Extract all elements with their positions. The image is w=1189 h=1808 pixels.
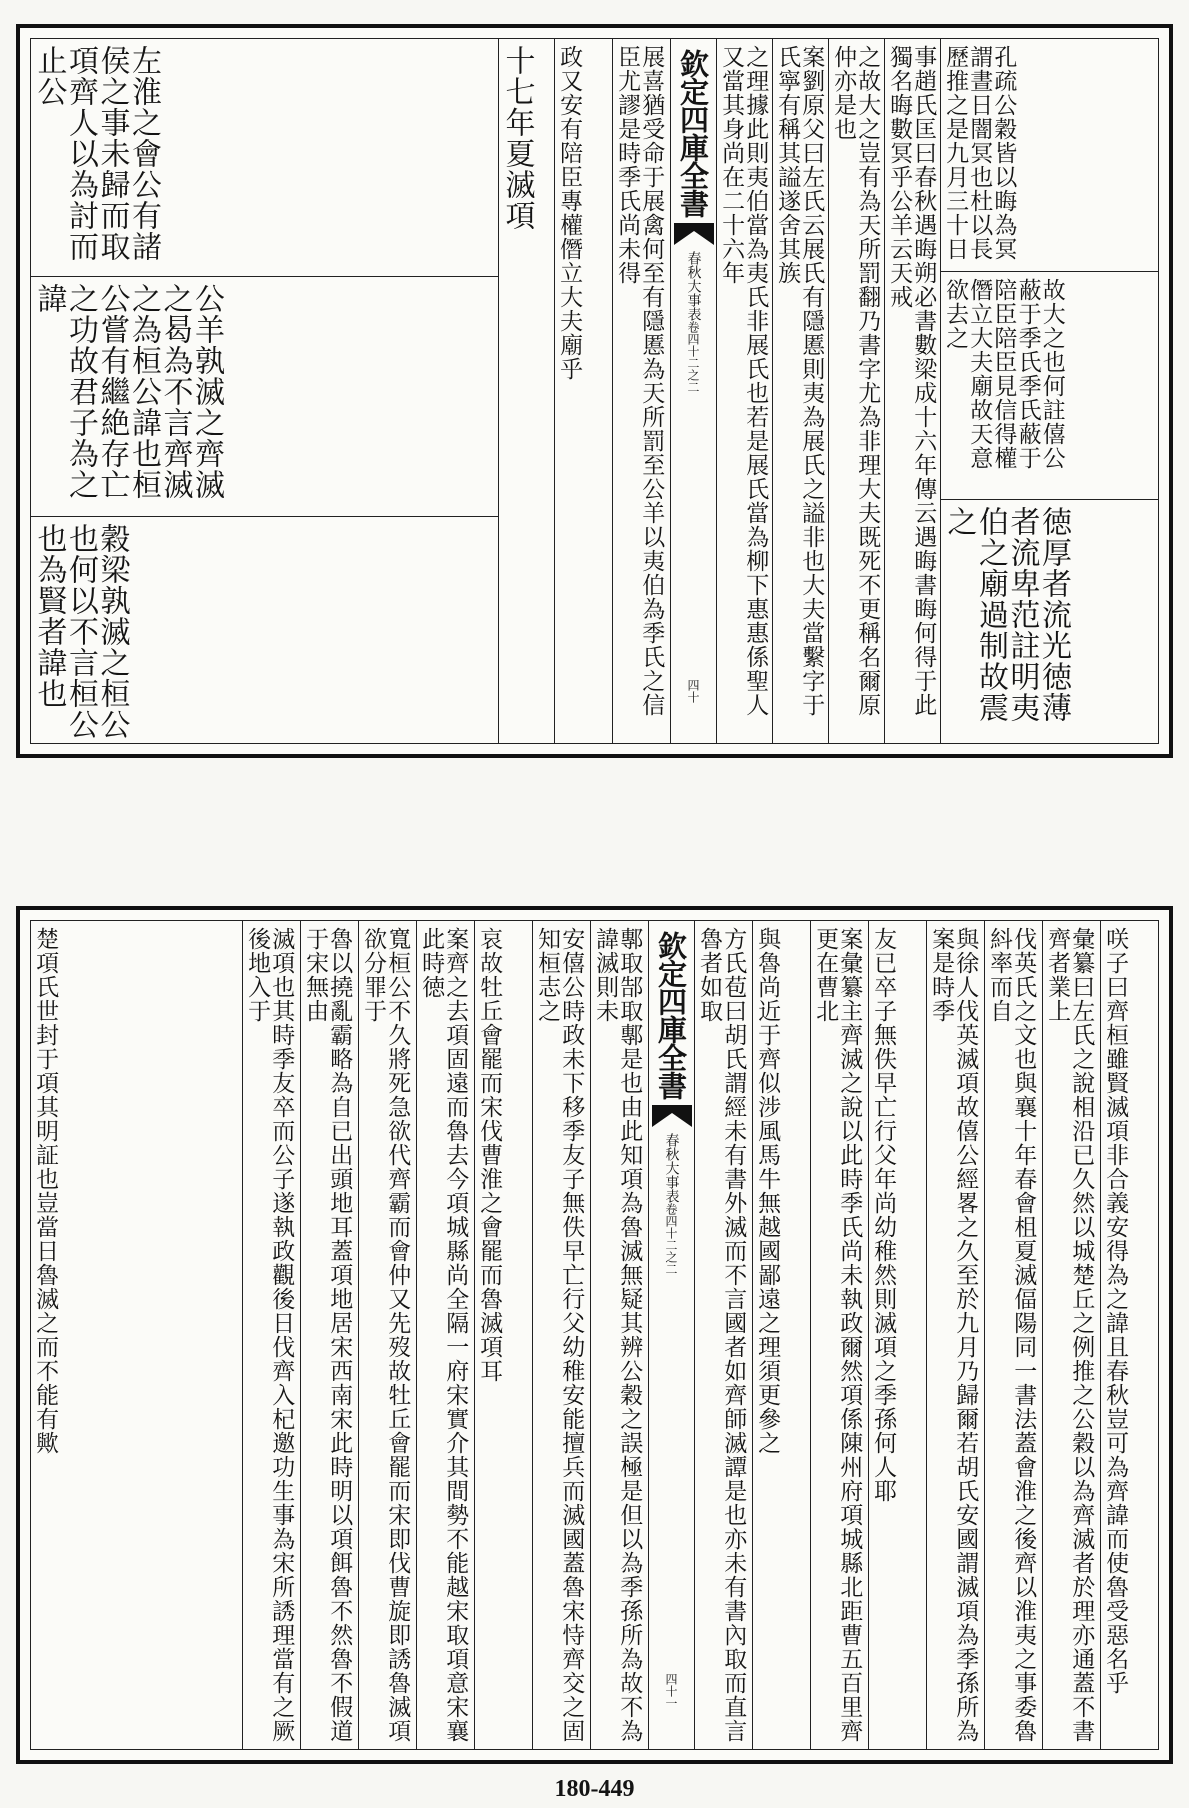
body-text: 寬桓公不久將死急欲代齊霸而會仲又先歿故牡丘會罷而宋即伐曹旋即誘魯滅項欲分罪于 — [360, 927, 411, 1743]
note-box — [941, 499, 1158, 744]
top-col-heading — [498, 39, 554, 743]
bottom-col — [358, 921, 416, 1749]
top-col-5 — [716, 39, 772, 743]
body-text: 友已卒子無佚早亡行父年尚幼稚然則滅項之季孫何人耶 — [870, 927, 897, 1503]
body-text: 之故大之豈有為天所罰翻乃書字尤為非理大夫既死不更稱名爾原仲亦是也 — [830, 45, 881, 717]
body-text: 事趙氏匡曰春秋遇晦朔必書數梁成十六年傳云遇晦書晦何得于此獨名晦數冥乎公羊云天戒 — [886, 45, 937, 717]
bottom-center-column — [648, 921, 694, 1749]
bottom-col — [474, 921, 532, 1749]
body-text: 案齊之去項固遠而魯去今項城縣尚全隔一府宋實介其間勢不能越宋取項意宋襄此時徳 — [418, 927, 469, 1743]
top-page-panel — [16, 24, 1173, 758]
body-text: 楚項氏世封于項其明証也豈當日魯滅之而不能有歟 — [32, 927, 59, 1455]
book-title: 欽定四庫全書 — [676, 49, 710, 217]
page-number: 四十 — [686, 679, 700, 703]
bottom-col — [984, 921, 1042, 1749]
page-footer-number: 180-449 — [554, 1776, 635, 1802]
bottom-col — [694, 921, 752, 1749]
top-col-1 — [940, 39, 1158, 743]
note-text: 孔疏公穀皆以晦為冥謂晝日闇冥也杜以長歷推之是九月三十日 — [942, 45, 1017, 261]
top-center-column — [670, 39, 716, 743]
body-text: 之理據此則夷伯當為夷氏非展氏也若是展氏當為柳下惠惠係聖人又當其身尚在二十六年 — [718, 45, 769, 717]
body-text: 與魯尚近于齊似涉風馬牛無越國鄙遠之理須更參之 — [754, 927, 781, 1455]
bottom-col — [242, 921, 300, 1749]
juan-number: 卷四十二之二 — [686, 321, 700, 393]
fish-tail-mark-icon — [652, 1105, 692, 1127]
body-text: 彙纂曰左氏之說相沿已久然以城楚丘之例推之公穀以為齊滅者於理亦通蓋不書齊者業上 — [1044, 927, 1095, 1743]
book-title: 欽定四庫全書 — [654, 931, 688, 1099]
note-box — [31, 516, 498, 744]
note-text: 左淮之會公有諸侯之事未歸而取項齊人以為討而止公 — [31, 45, 161, 262]
body-text: 安僖公時政未下移季友子無佚早亡行父幼稚安能擅兵而滅國蓋魯宋恃齊交之固知桓志之 — [534, 927, 585, 1743]
bottom-page-frame — [30, 920, 1159, 1750]
note-box — [31, 276, 498, 516]
body-text: 咲子曰齊桓雖賢滅項非合義安得為之諱且春秋豈可為齊諱而使魯受惡名乎 — [1102, 927, 1129, 1695]
bottom-col — [752, 921, 810, 1749]
body-text: 案劉原父曰左氏云展氏有隱慝則夷為展氏之謚非也大夫當繫字于氏寧有稱其謚遂舍其族 — [774, 45, 825, 717]
note-box — [941, 39, 1158, 271]
body-text: 鄟取郜取鄟是也由此知項為魯滅無疑其辨公穀之誤極是但以為季孫所為故不為諱滅則未 — [592, 927, 643, 1743]
body-text: 方氏苞曰胡氏謂經未有書外滅而不言國者如齊師滅譚是也亦未有書內取而直言魯者如取 — [696, 927, 747, 1743]
body-text: 政又安有陪臣專權僭立大夫廟乎 — [556, 45, 583, 381]
body-text: 展喜猶受命于展禽何至有隱慝為天所罰至公羊以夷伯為季氏之信臣尤謬是時季氏尚未得 — [614, 45, 665, 717]
body-text: 哀故牡丘會罷而宋伐曹淮之會罷而魯滅項耳 — [476, 927, 503, 1383]
bottom-col — [300, 921, 358, 1749]
note-text: 公羊孰滅之齊滅之曷為不言齊滅之為桓公諱也桓公嘗有繼絶存亡之功故君子為之諱 — [31, 283, 224, 500]
note-text: 徳厚者流光徳薄者流卑范註明夷伯之廟過制故震之 — [941, 506, 1071, 723]
top-page-frame — [30, 38, 1159, 744]
bottom-col — [31, 921, 242, 1749]
bottom-col — [416, 921, 474, 1749]
entry-heading: 十七年夏滅項 — [499, 45, 535, 231]
body-text: 魯以撓亂霸略為自已出頭地耳蓋項地居宋西南宋此時明以項餌魯不然魯不假道于宋無由 — [302, 927, 353, 1743]
top-col-3 — [828, 39, 884, 743]
body-text: 伐英氏之文也與襄十年春會柤夏滅偪陽同一書法蓋會淮之後齊以淮夷之事委魯紏率而自 — [986, 927, 1037, 1743]
page-number: 四十一 — [664, 1673, 678, 1709]
juan-number: 卷四十二之二 — [664, 1203, 678, 1275]
top-col-left — [31, 39, 498, 743]
body-text: 滅項也其時季友卒而公子遂執政觀後日伐齊入杞邀功生事為宋所誘理當有之厥後地入于 — [244, 927, 295, 1743]
body-text: 與徐人伐英滅項故僖公經畧之久至於九月乃歸爾若胡氏安國謂滅項為季孫所為案是時季 — [928, 927, 979, 1743]
note-box — [941, 271, 1158, 499]
bottom-col — [590, 921, 648, 1749]
top-col-4 — [772, 39, 828, 743]
bottom-page-panel — [16, 906, 1173, 1764]
bottom-col — [868, 921, 926, 1749]
book-name: 春秋大事表 — [663, 1133, 680, 1203]
bottom-col — [810, 921, 868, 1749]
bottom-col — [532, 921, 590, 1749]
top-col-7 — [554, 39, 612, 743]
bottom-col — [1042, 921, 1100, 1749]
book-name: 春秋大事表 — [685, 251, 702, 321]
note-text: 故大之也何註僖公蔽于季氏季氏蔽于陪臣陪臣見信得權僭立大夫廟故天意欲去之 — [942, 278, 1065, 470]
top-col-2 — [884, 39, 940, 743]
top-col-6 — [612, 39, 670, 743]
fish-tail-mark-icon — [674, 223, 714, 245]
bottom-col — [926, 921, 984, 1749]
note-text: 穀梁孰滅之桓公也何以不言桓公也為賢者諱也 — [31, 523, 130, 740]
note-box — [31, 39, 498, 276]
bottom-col — [1100, 921, 1158, 1749]
body-text: 案彙纂主齊滅之說以此時季氏尚未執政爾然項係陳州府項城縣北距曹五百里齊更在曹北 — [812, 927, 863, 1743]
